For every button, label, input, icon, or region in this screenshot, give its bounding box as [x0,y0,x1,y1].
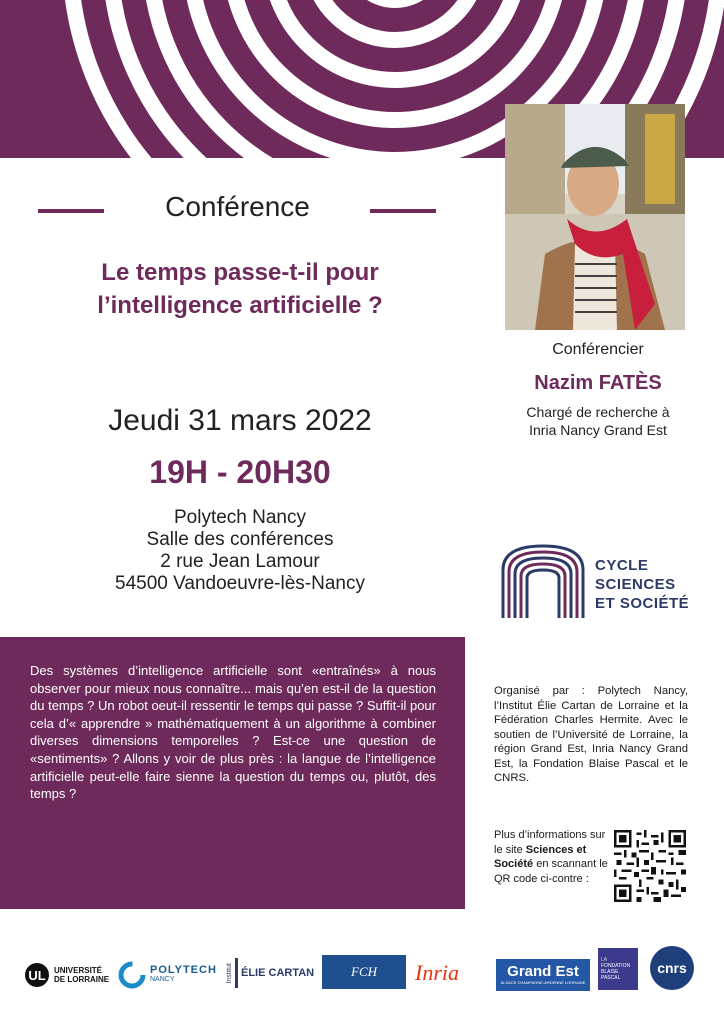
grandest-sub: ALSACE CHAMPAGNE-ARDENNE LORRAINE [500,980,586,985]
inria-name: Inria [415,960,459,985]
ul-line2: DE LORRAINE [54,975,110,984]
event-time: 19H - 20H30 [149,454,331,490]
venue-line: 2 rue Jean Lamour [160,551,320,572]
talk-title [20,256,460,322]
qr-code[interactable] [614,830,686,902]
conference-label: Conférence [165,191,310,222]
polytech-name: POLYTECH [150,964,217,976]
venue-line: Polytech Nancy [173,507,306,528]
logo-inria [415,958,459,988]
logo-polytech-nancy [118,960,217,990]
grandest-name: Grand Est [507,963,579,980]
fbp-line4: PASCAL [601,975,621,981]
speaker-job-line1: Chargé de recherche à [526,404,670,420]
abstract-text: Des systèmes d’intelligence artificielle sont «entraînés» à nous observer pour mieux nous connaître... mais qu’en est-il de la question du temps ? Un robot oeut-il ressentir le temps qui passe ? Suffit-il pour cela d’« apprendre » mathématiquement à un algorithme à combiner diverses dimensions temporelles ? Est-ce une question de «sentiments» ? Allons y voir de plus près : la langue de l’intelligence artificielle peut-elle faire sienne la question du temps ou, plutôt, des temps ? [30,663,436,802]
cycle-line2: SCIENCES [595,576,676,593]
info-text-before: Plus d’informations sur le site [494,829,606,856]
fbp-line3: BLAISE [601,969,619,975]
logo-fondation-blaise-pascal [598,948,638,990]
cycle-title [595,556,689,613]
venue-line: 54500 Vandoeuvre-lès-Nancy [115,573,365,594]
left-rule [38,209,104,213]
iecl-name: ÉLIE CARTAN [241,967,315,979]
organisers-text: Organisé par : Polytech Nancy, l’Institut Élie Cartan de Lorraine et la Fédération Charles Hermite. Avec le soutien de l’Université de Lorraine, la région Grand Est, Inria Nancy Grand Est, la Fondation Blaise Pascal et le CNRS. [494,685,688,784]
info-text-after: en scannant le QR code ci-contre : [494,858,608,885]
cycle-line1: CYCLE [595,557,649,574]
event-venue [40,507,440,595]
fbp-line1: LA [601,957,608,963]
logo-universite-de-lorraine [24,960,109,990]
venue-line: Salle des conférences [146,529,334,550]
svg-text:UL: UL [28,968,46,983]
logo-cnrs [650,946,694,990]
speaker-photo [505,104,685,330]
talk-title-line2: l’intelligence artificielle ? [97,292,383,319]
speaker-name: Nazim FATÈS [534,372,662,394]
speaker-job-line2: Inria Nancy Grand Est [529,422,667,438]
cycle-line3: ET SOCIÉTÉ [595,595,690,612]
polytech-sub: NANCY [150,976,175,983]
polytech-icon [118,961,146,989]
speaker-job [495,403,701,439]
ul-icon [24,962,50,988]
logo-fch [322,955,406,989]
ul-line1: UNIVERSITÉ [54,966,103,975]
fch-name: FCH [351,964,377,979]
talk-title-line1: Le temps passe-t-il pour [101,259,379,286]
fbp-line2: FONDATION [601,963,631,969]
logo-elie-cartan [226,953,314,993]
logo-grand-est [496,959,590,991]
info-site-name: Sciences et Société [494,843,587,870]
cnrs-name: cnrs [657,960,687,976]
info-text [494,828,609,886]
speaker-role-label: Conférencier [552,341,644,358]
right-rule [370,209,436,213]
event-date: Jeudi 31 mars 2022 [108,404,372,437]
iecl-side: Institut [226,962,233,984]
